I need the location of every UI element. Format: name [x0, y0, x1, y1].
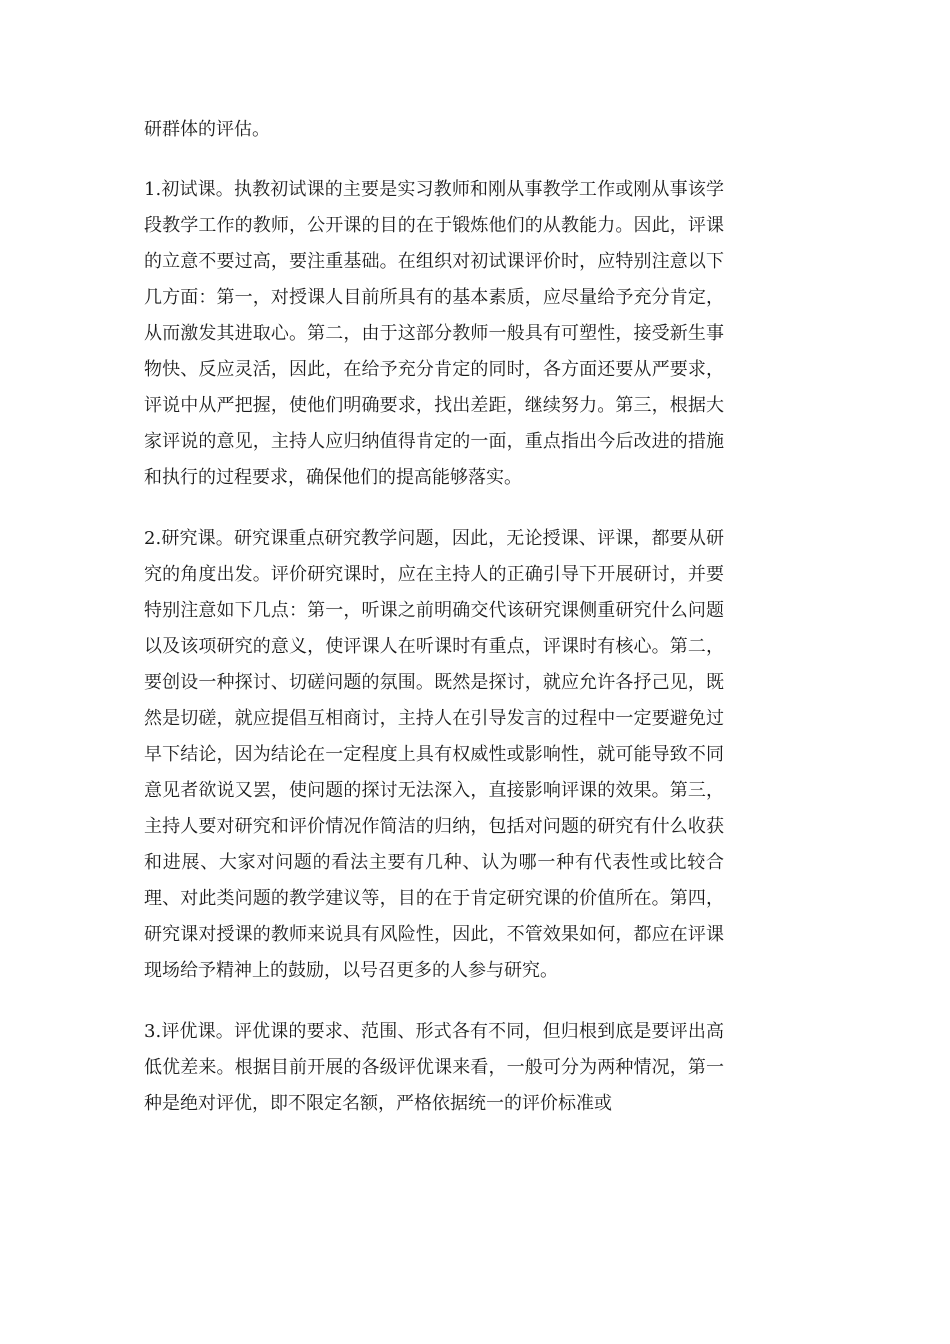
document-body	[144, 112, 724, 1147]
paragraph-continuation: 研群体的评估。	[144, 119, 270, 140]
paragraph-research-lesson: 2.研究课。研究课重点研究教学问题，因此，无论授课、评课，都要从研究的角度出发。评价研究课时，应在主持人的正确引导下开展研讨，并要特别注意如下几点：第一，听课之前明确交代该研究课侧重研究什么问题以及该项研究的意义，使评课人在听课时有重点，评课时有核心。第二，要创设一种探讨、切磋问题的氛围。既然是探讨，就应允许各抒己见，既然是切磋，就应提倡互相商讨，主持人在引导发言的过程中一定要避免过早下结论，因为结论在一定程度上具有权威性或影响性，就可能导致不同意见者欲说又罢，使问题的探讨无法深入，直接影响评课的效果。第三，主持人要对研究和评价情况作简洁的归纳，包括对问题的研究有什么收获和进展、大家对问题的看法主要有几种、认为哪一种有代表性或比较合理、对此类问题的教学建议等，目的在于肯定研究课的价值所在。第四，研究课对授课的教师来说具有风险性，因此，不管效果如何，都应在评课现场给予精神上的鼓励，以号召更多的人参与研究。	[144, 528, 724, 981]
paragraph-excellence-lesson: 3.评优课。评优课的要求、范围、形式各有不同，但归根到底是要评出高低优差来。根据目前开展的各级评优课来看，一般可分为两种情况，第一种是绝对评优，即不限定名额，严格依据统一的评价标准或	[144, 1021, 724, 1114]
paragraph-trial-lesson: 1.初试课。执教初试课的主要是实习教师和刚从事教学工作或刚从事该学段教学工作的教师，公开课的目的在于锻炼他们的从教能力。因此，评课的立意不要过高，要注重基础。在组织对初试课评价时，应特别注意以下几方面：第一，对授课人目前所具有的基本素质，应尽量给予充分肯定，从而激发其进取心。第二，由于这部分教师一般具有可塑性，接受新生事物快、反应灵活，因此，在给予充分肯定的同时，各方面还要从严要求，评说中从严把握，使他们明确要求，找出差距，继续努力。第三，根据大家评说的意见，主持人应归纳值得肯定的一面，重点指出今后改进的措施和执行的过程要求，确保他们的提高能够落实。	[144, 179, 724, 488]
